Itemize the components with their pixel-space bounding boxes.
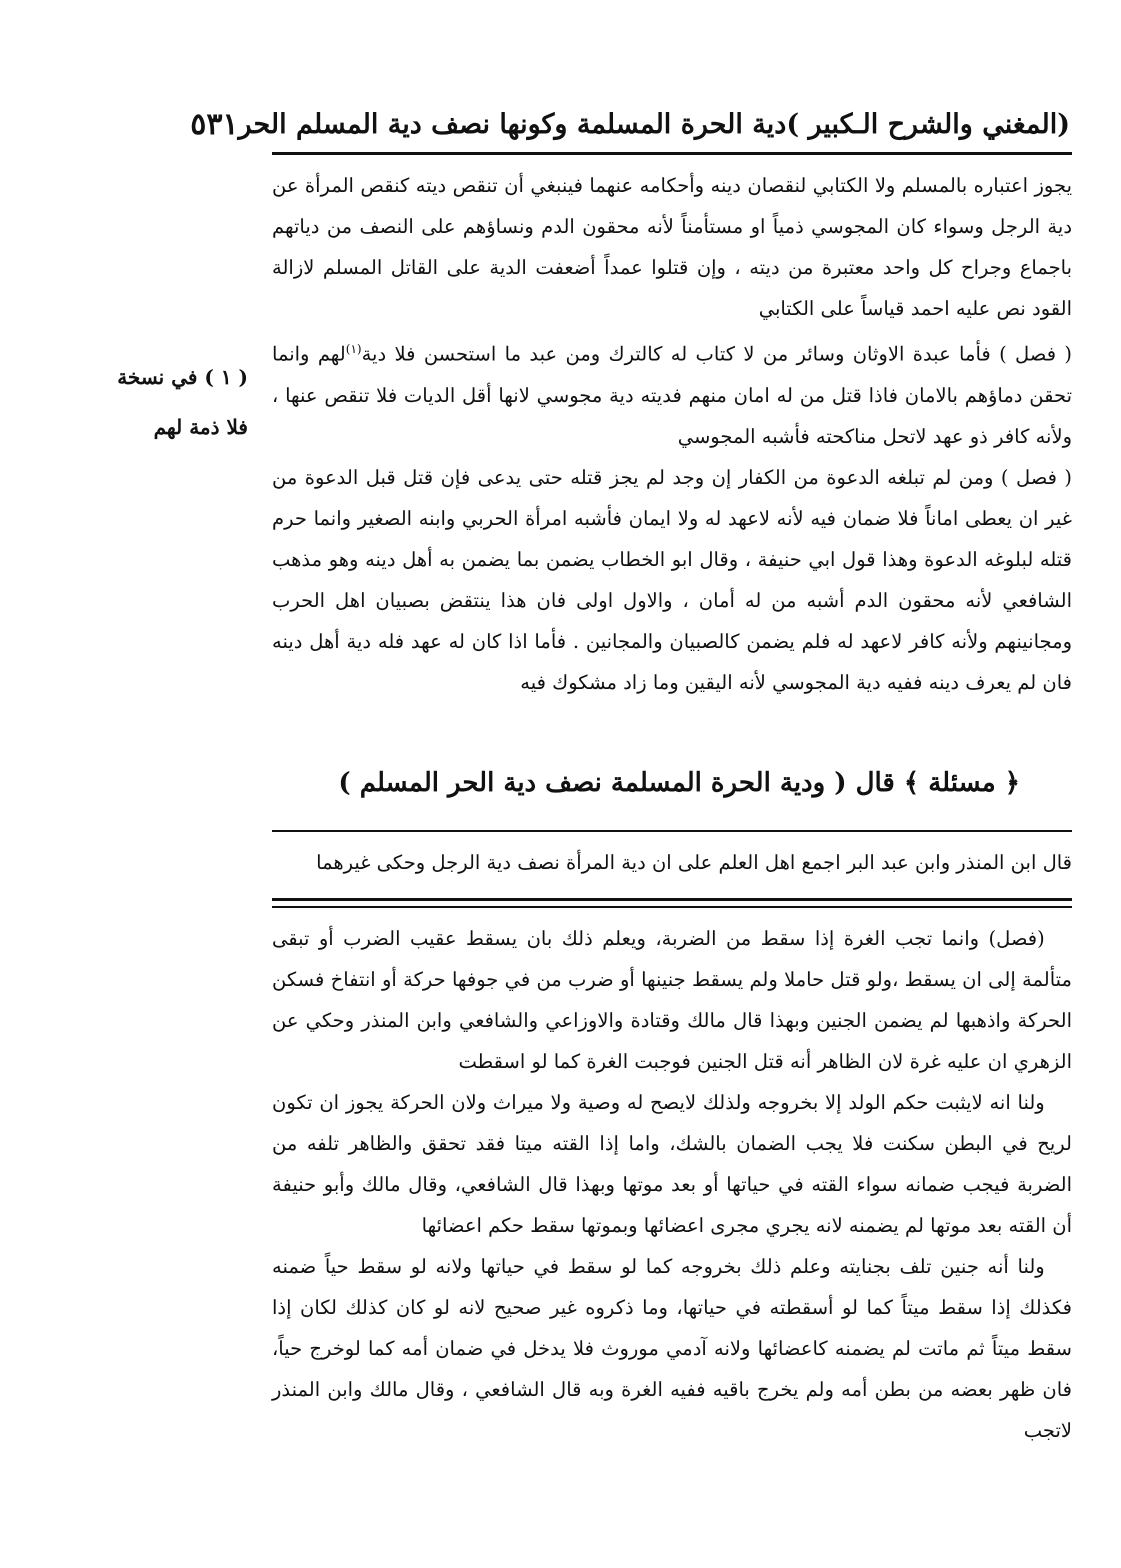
masala-label: ﴿ مسئلة ﴾ قال <box>855 768 1020 798</box>
paragraph-1: يجوز اعتباره بالمسلم ولا الكتابي لنقصان دينه وأحكامه عنهما فينبغي أن تنقص ديته كنقص المرأة عن دية الرجل وسواء كان المجوسي ذمياً او مستأمناً لأنه محقون الدم ونساؤهم على النصف من دياتهم باجماع وجراح كل واحد معتبرة من ديته ، وإن قتلوا عمداً أضعفت الدية على القاتل المسلم لازالة القود نص عليه احمد قياساً على الكتابي <box>272 174 1072 320</box>
lower-paragraph-1: (فصل) وانما تجب الغرة إذا سقط من الضربة، ويعلم ذلك بان يسقط عقيب الضرب أو تبقى متألمة إلى ان يسقط ،ولو قتل حاملا ولم يسقط جنينها أو ضرب من في جوفها حركة أو انتفاخ فسكن الحركة واذهبها لم يضمن الجنين وبهذا قال مالك وقتادة والاوزاعي والشافعي وابن المنذر وحكي عن الزهري ان عليه غرة لان الظاهر أنه قتل الجنين فوجبت الغرة كما لو اسقطت <box>272 927 1072 1073</box>
lower-paragraph-3: ولنا أنه جنين تلف بجنايته وعلم ذلك بخروجه كما لو سقط في حياتها ولانه لو سقط حياً ضمنه فكذلك إذا سقط ميتاً كما لو أسقطته في حياتها، وما ذكروه غير صحيح لانه لو كان كذلك لكان إذا سقط ميتاً ثم ماتت لم يضمنه كاعضائها ولانه آدمي موروث فلا يدخل في ضمان أمه كما لوخرج حياً، فان ظهر بعضه من بطن أمه ولم يخرج باقيه ففيه الغرة وبه قال الشافعي ، وقال مالك وابن المنذر لاتجب <box>272 1255 1072 1442</box>
paragraph-3: ( فصل ) ومن لم تبلغه الدعوة من الكفار إن وجد لم يجز قتله حتى يدعى فإن قتل قبل الدعوة من غير ان يعطى اماناً فلا ضمان فيه لأنه لاعهد له ولا ايمان فأشبه امرأة الحربي وابنه الصغير وانما حرم قتله لبلوغه الدعوة وهذا قول ابي حنيفة ، وقال ابو الخطاب يضمن بما يضمن به أهل دينه وهو مذهب الشافعي لأنه محقون الدم أشبه من له أمان ، والاول اولى فان هذا ينتقض بصبيان اهل الحرب ومجانينهم ولأنه كافر لاعهد له فلم يضمن كالصبيان والمجانين . فأما اذا كان له عهد فله دية أهل دينه فان لم يعرف دينه ففيه دية المجوسي لأنه اليقين وما زاد مشكوك فيه <box>272 465 1072 694</box>
commentary-rule-top <box>272 898 1072 901</box>
lower-text <box>272 918 1072 1451</box>
paragraph-2-b: لهم وانما تحقن دماؤهم بالامان فاذا قتل من له امان منهم فديته دية مجوسي لانها أقل الديات فلا تنقص عنها ، ولأنه كافر ذو عهد لاتحل مناكحته فأشبه المجوسي <box>272 342 1072 448</box>
book-title: (المغني والشرح الـكبير ) <box>786 108 1070 140</box>
footnote-marker: (١) <box>345 342 362 356</box>
header-rule <box>272 152 1072 155</box>
masala-text: ( ودية الحرة المسلمة نصف دية الحر المسلم ) <box>338 768 847 798</box>
lower-paragraph-2: ولنا انه لايثبت حكم الولد إلا بخروجه ولذلك لايصح له وصية ولا ميراث ولان الحركة يجوز ان تكون لريح في البطن سكنت فلا يجب الضمان بالشك، واما إذا القته ميتا فقد تحقق والظاهر تلفه من الضربة فيجب ضمانه سواء القته في حياتها أو بعد موتها وبهذا قال الشافعي، وقال مالك وأبو حنيفة أن القته بعد موتها لم يضمنه لانه يجري مجرى اعضائها وبموتها سقط حكم اعضائها <box>272 1091 1072 1237</box>
masala-rule <box>272 830 1072 832</box>
page-number: ٥٣١ <box>190 106 239 142</box>
footnote-line-2: فلا ذمة لهم <box>153 415 248 439</box>
page-header <box>190 100 1070 148</box>
masala-heading <box>338 768 1020 798</box>
middle-paragraph: قال ابن المنذر وابن عبد البر اجمع اهل العلم على ان دية المرأة نصف دية الرجل وحكى غيرهما <box>316 851 1072 874</box>
middle-text <box>272 842 1072 883</box>
paragraph-2-a: ( فصل ) فأما عبدة الاوثان وسائر من لا كتاب له كالترك ومن عبد ما استحسن فلا دية <box>361 342 1072 366</box>
margin-footnote <box>58 352 248 452</box>
section-title: دية الحرة المسلمة وكونها نصف دية المسلم الحر <box>238 108 787 140</box>
footnote-line-1: ( ١ ) في نسخة <box>117 365 248 389</box>
paragraph-2 <box>272 329 1072 457</box>
upper-text <box>272 165 1072 703</box>
commentary-rule-bottom <box>272 906 1072 908</box>
